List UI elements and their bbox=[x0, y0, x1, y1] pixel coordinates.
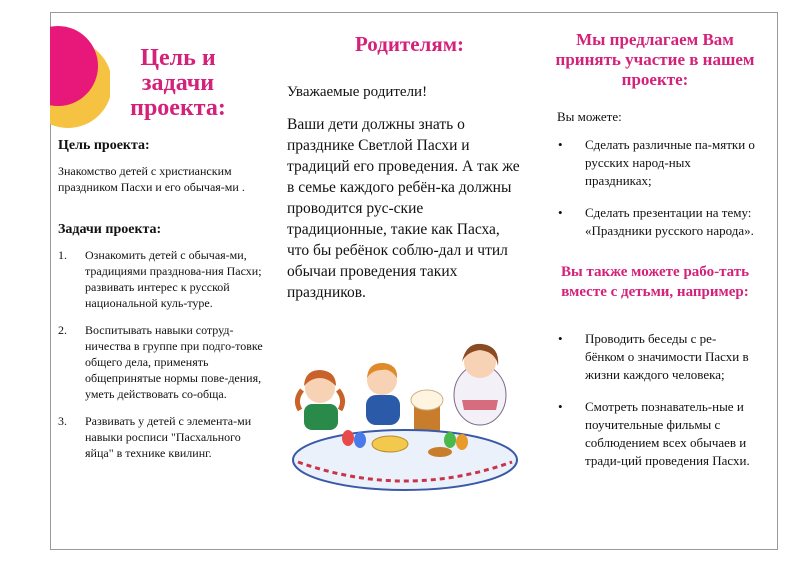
list-item: • Сделать различные па-мятки о русских народ-ных праздниках; bbox=[555, 136, 755, 190]
list-item: • Проводить беседы с ре-бёнком о значимости Пасхи в жизни каждого человека; bbox=[555, 330, 755, 384]
participation-title: Мы предлагаем Вам принять участие в нашем проекте: bbox=[555, 30, 755, 89]
list-item: • Сделать презентации на тему: «Праздники русского народа». bbox=[555, 204, 755, 240]
greeting: Уважаемые родители! bbox=[287, 84, 428, 100]
goals-title: Цель и задачи проекта: bbox=[130, 45, 226, 121]
list-item: 3. Развивать у детей с элемента-ми навыки росписи "Пасхального яйца" в технике квилинг. bbox=[58, 414, 252, 460]
parents-title: Родителям: bbox=[355, 32, 464, 56]
parents-text: Ваши дети должны знать о празднике Светлой Пасхи и традиций его проведения. А так же в семье каждого ребён-ка должны проводится рус-ские традиционные, такие как Пасха, что бы ребёнок соблю-дал и чтил обычаи проведения таких праздников. bbox=[287, 116, 520, 301]
goal-text: Знакомство детей с христианским праздником Пасхи и его обычая-ми . bbox=[58, 164, 245, 194]
options-list bbox=[555, 136, 755, 254]
together-subtitle: Вы также можете рабо-тать вместе с детьми, например: bbox=[560, 264, 750, 300]
tasks-heading: Задачи проекта: bbox=[58, 222, 162, 237]
family-easter-table-illustration bbox=[290, 340, 520, 500]
list-item: • Смотреть познаватель-ные и поучительные фильмы с соблюдением всех обычаев и тради-ций проведения Пасхи. bbox=[555, 398, 755, 470]
tasks-list bbox=[58, 247, 263, 472]
decorative-circles-icon bbox=[50, 20, 110, 130]
together-list bbox=[555, 330, 755, 484]
list-item: 2. Воспитывать навыки сотруд-ничества в группе при подго-товке общего дела, применять общепринятые нормы пове-дения, уметь действовать со-обща. bbox=[58, 323, 263, 401]
can-label: Вы можете: bbox=[557, 109, 622, 124]
goal-heading: Цель проекта: bbox=[58, 138, 150, 153]
list-item: 1. Ознакомить детей с обычая-ми, традициями празднова-ния Пасхи; развивать интерес к русской национальной куль-туре. bbox=[58, 248, 262, 310]
